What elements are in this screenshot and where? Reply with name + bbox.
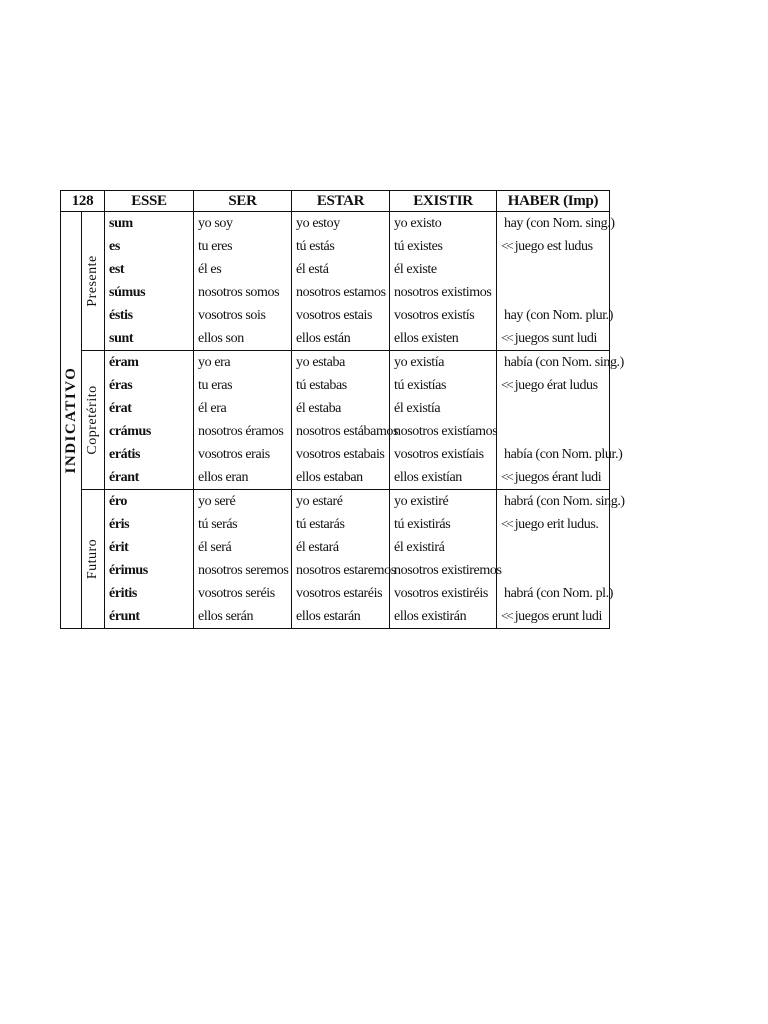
tense-label: Futuro	[85, 538, 100, 580]
cell-estar: tú estabas	[292, 374, 390, 397]
header-estar: ESTAR	[292, 191, 390, 212]
cell-estar: él estará	[292, 536, 390, 559]
haber-text: juegos érant ludi	[514, 470, 602, 485]
cell-existir: nosotros existiremos	[390, 559, 497, 582]
cell-ser: tu eras	[194, 374, 292, 397]
cell-latin: érant	[105, 466, 194, 490]
table-row	[61, 351, 610, 375]
table-row	[61, 374, 610, 397]
header-haber: HABER (Imp)	[497, 191, 610, 212]
cell-ser: vosotros erais	[194, 443, 292, 466]
tense-label: Presente	[85, 255, 100, 307]
cell-latin: sunt	[105, 327, 194, 351]
tense-label-cell	[82, 212, 105, 351]
cell-estar: vosotros estaréis	[292, 582, 390, 605]
cell-latin: éritis	[105, 582, 194, 605]
cell-latin: erátis	[105, 443, 194, 466]
header-existir: EXISTIR	[390, 191, 497, 212]
cell-ser: ellos serán	[194, 605, 292, 629]
cell-ser: ellos eran	[194, 466, 292, 490]
table-row	[61, 281, 610, 304]
cell-estar: nosotros estábamos	[292, 420, 390, 443]
cell-ser: yo soy	[194, 212, 292, 236]
cell-latin: es	[105, 235, 194, 258]
cell-estar: yo estaba	[292, 351, 390, 375]
cell-haber	[497, 559, 610, 582]
cell-haber	[497, 420, 610, 443]
table-header-row	[61, 191, 610, 212]
haber-text: hay (con Nom. sing.)	[504, 216, 615, 231]
cell-ser: vosotros sois	[194, 304, 292, 327]
cell-haber	[497, 466, 610, 490]
cell-latin: érunt	[105, 605, 194, 629]
table-row	[61, 420, 610, 443]
table-row	[61, 559, 610, 582]
cell-haber	[497, 397, 610, 420]
cell-latin: súmus	[105, 281, 194, 304]
double-arrow-left-icon: <<	[501, 608, 512, 623]
table-row	[61, 235, 610, 258]
cell-latin: crámus	[105, 420, 194, 443]
table-row	[61, 536, 610, 559]
cell-ser: él es	[194, 258, 292, 281]
table-row	[61, 304, 610, 327]
cell-existir: tú existirás	[390, 513, 497, 536]
cell-estar: vosotros estais	[292, 304, 390, 327]
tense-label-cell	[82, 351, 105, 490]
cell-existir: él existirá	[390, 536, 497, 559]
cell-existir: vosotros existíais	[390, 443, 497, 466]
mood-label-cell	[61, 212, 82, 629]
cell-existir: él existía	[390, 397, 497, 420]
cell-haber	[497, 304, 614, 327]
cell-ser: él era	[194, 397, 292, 420]
haber-text: juegos sunt ludi	[514, 331, 597, 346]
double-arrow-left-icon: <<	[501, 516, 512, 531]
table-row	[61, 327, 610, 351]
cell-latin: éro	[105, 490, 194, 514]
cell-existir: yo existiré	[390, 490, 497, 514]
cell-ser: tú serás	[194, 513, 292, 536]
table-body	[61, 212, 625, 629]
cell-haber	[497, 536, 610, 559]
cell-existir: nosotros existimos	[390, 281, 497, 304]
table-row	[61, 397, 610, 420]
cell-estar: él estaba	[292, 397, 390, 420]
cell-haber	[497, 281, 610, 304]
haber-text: habrá (con Nom. pl.)	[504, 586, 614, 601]
double-arrow-left-icon: <<	[501, 238, 512, 253]
cell-latin: érimus	[105, 559, 194, 582]
cell-ser: nosotros éramos	[194, 420, 292, 443]
haber-text: hay (con Nom. plur.)	[504, 308, 614, 323]
header-ser: SER	[194, 191, 292, 212]
cell-estar: vosotros estabais	[292, 443, 390, 466]
cell-existir: él existe	[390, 258, 497, 281]
haber-text: juego érat ludus	[514, 378, 598, 393]
tense-label-cell	[82, 490, 105, 629]
cell-haber	[497, 212, 615, 236]
cell-estar: nosotros estaremos	[292, 559, 390, 582]
cell-haber	[497, 258, 610, 281]
cell-haber	[497, 582, 614, 605]
haber-text: juego est ludus	[514, 239, 593, 254]
cell-ser: él será	[194, 536, 292, 559]
header-esse: ESSE	[105, 191, 194, 212]
table-row	[61, 466, 610, 490]
haber-text: habrá (con Nom. sing.)	[504, 494, 625, 509]
cell-existir: tú existías	[390, 374, 497, 397]
cell-estar: yo estoy	[292, 212, 390, 236]
cell-haber	[497, 374, 610, 397]
cell-existir: yo existo	[390, 212, 497, 236]
haber-text: había (con Nom. sing.)	[504, 355, 624, 370]
cell-estar: ellos están	[292, 327, 390, 351]
cell-latin: sum	[105, 212, 194, 236]
mood-label: INDICATIVO	[63, 366, 79, 474]
header-page-number: 128	[61, 191, 105, 212]
cell-existir: tú existes	[390, 235, 497, 258]
cell-ser: yo era	[194, 351, 292, 375]
cell-ser: nosotros seremos	[194, 559, 292, 582]
cell-existir: ellos existían	[390, 466, 497, 490]
cell-latin: éram	[105, 351, 194, 375]
table-row	[61, 443, 610, 466]
cell-estar: tú estás	[292, 235, 390, 258]
cell-ser: yo seré	[194, 490, 292, 514]
table-row	[61, 258, 610, 281]
cell-haber	[497, 443, 623, 466]
haber-text: juegos erunt ludi	[514, 609, 602, 624]
cell-latin: érit	[105, 536, 194, 559]
cell-existir: yo existía	[390, 351, 497, 375]
cell-estar: ellos estarán	[292, 605, 390, 629]
double-arrow-left-icon: <<	[501, 330, 512, 345]
cell-estar: tú estarás	[292, 513, 390, 536]
double-arrow-left-icon: <<	[501, 377, 512, 392]
conjugation-table	[60, 190, 625, 629]
cell-haber	[497, 327, 610, 351]
cell-haber	[497, 490, 625, 514]
haber-text: había (con Nom. plur.)	[504, 447, 623, 462]
cell-ser: ellos son	[194, 327, 292, 351]
cell-existir: vosotros existiréis	[390, 582, 497, 605]
haber-text: juego erit ludus.	[514, 517, 599, 532]
cell-estar: él está	[292, 258, 390, 281]
table-row	[61, 490, 610, 514]
table-row	[61, 513, 610, 536]
cell-haber	[497, 513, 610, 536]
cell-latin: est	[105, 258, 194, 281]
cell-estar: yo estaré	[292, 490, 390, 514]
cell-existir: ellos existirán	[390, 605, 497, 629]
cell-haber	[497, 351, 624, 375]
double-arrow-left-icon: <<	[501, 469, 512, 484]
cell-ser: nosotros somos	[194, 281, 292, 304]
cell-latin: éstis	[105, 304, 194, 327]
table-row	[61, 582, 610, 605]
cell-existir: ellos existen	[390, 327, 497, 351]
table-row	[61, 605, 610, 629]
cell-existir: vosotros existís	[390, 304, 497, 327]
cell-latin: éris	[105, 513, 194, 536]
cell-existir: nosotros existíamos	[390, 420, 497, 443]
cell-latin: éras	[105, 374, 194, 397]
cell-ser: tu eres	[194, 235, 292, 258]
cell-haber	[497, 605, 610, 629]
table-row	[61, 212, 610, 236]
cell-estar: nosotros estamos	[292, 281, 390, 304]
tense-label: Copretérito	[85, 385, 100, 455]
cell-latin: érat	[105, 397, 194, 420]
cell-ser: vosotros seréis	[194, 582, 292, 605]
cell-estar: ellos estaban	[292, 466, 390, 490]
cell-haber	[497, 235, 610, 258]
